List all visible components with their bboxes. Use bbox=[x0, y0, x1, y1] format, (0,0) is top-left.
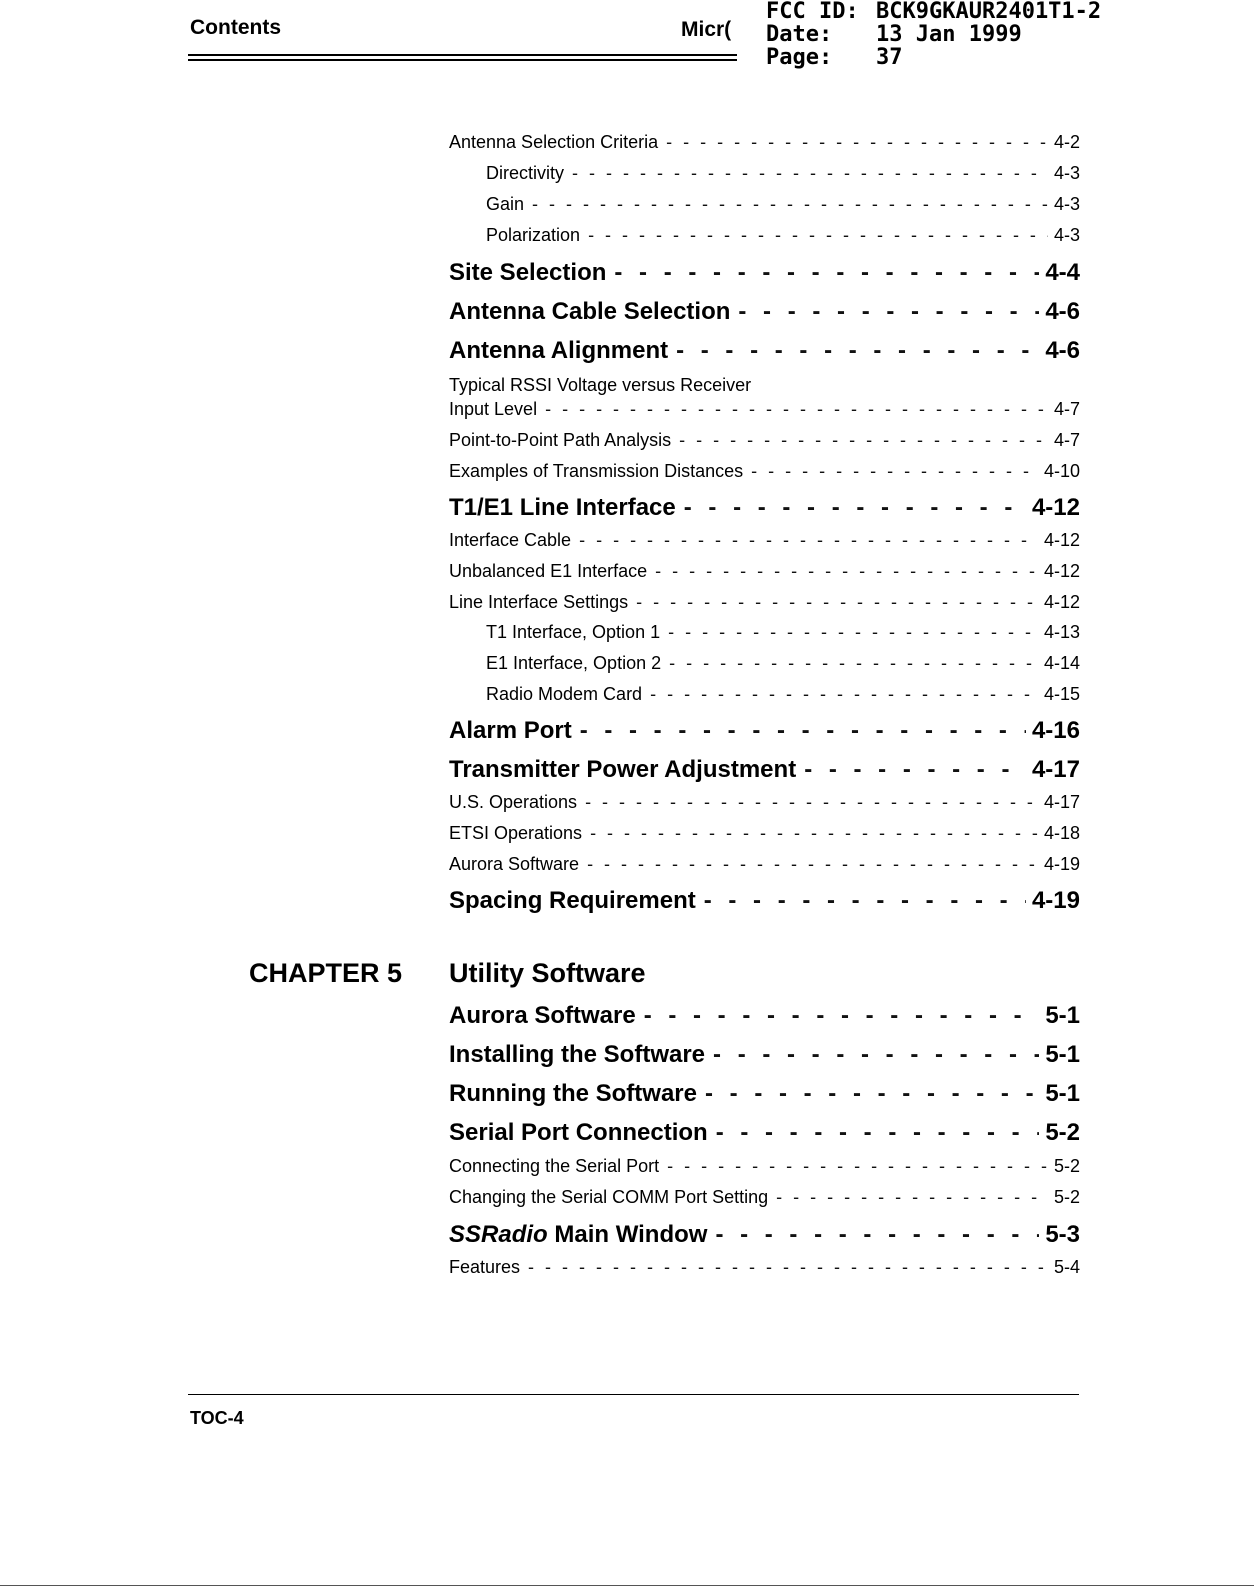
running-header-section: Contents bbox=[190, 16, 281, 39]
toc-entry[interactable]: Serial Port Connection - - - 5-2 bbox=[449, 1119, 1080, 1147]
fcc-stamp-row bbox=[766, 0, 1101, 24]
toc-entry-wrapped-first-line: Typical RSSI Voltage versus Receiver bbox=[449, 375, 752, 395]
fcc-page-label: Page: bbox=[766, 45, 833, 70]
footer-page-label: TOC-4 bbox=[190, 1408, 244, 1428]
toc-entry[interactable]: Antenna Selection Criteria - - - 4-2 bbox=[449, 132, 1080, 153]
toc-entry[interactable]: Connecting the Serial Port - - - 5-2 bbox=[449, 1156, 1080, 1177]
toc-entry[interactable]: Aurora Software - - - 5-1 bbox=[449, 1002, 1080, 1030]
toc-entry[interactable]: Running the Software - - - 5-1 bbox=[449, 1080, 1080, 1108]
toc-entry[interactable]: Line Interface Settings - - - 4-12 bbox=[449, 592, 1080, 613]
toc-entry[interactable]: SSRadio Main Window - - - 5-3 bbox=[449, 1221, 1080, 1249]
toc-entry[interactable]: T1 Interface, Option 1 - - - 4-13 bbox=[449, 622, 1080, 643]
toc-entry[interactable]: Input Level - - - 4-7 bbox=[449, 399, 1080, 420]
toc-title-rest: Main Window bbox=[547, 1221, 708, 1248]
fcc-page-value: 37 bbox=[876, 45, 903, 70]
fcc-date-value: 13 Jan 1999 bbox=[876, 22, 1022, 47]
toc-entry[interactable]: U.S. Operations - - - 4-17 bbox=[449, 792, 1080, 813]
fcc-date-row bbox=[766, 23, 1022, 47]
running-header-product: Micr( bbox=[681, 18, 732, 41]
toc-entry[interactable]: Radio Modem Card - - - 4-15 bbox=[449, 684, 1080, 705]
toc-entry[interactable]: ETSI Operations - - - 4-18 bbox=[449, 823, 1080, 844]
toc-entry[interactable]: Gain - - - 4-3 bbox=[449, 194, 1080, 215]
toc-entry[interactable]: Interface Cable - - - 4-12 bbox=[449, 530, 1080, 551]
toc-entry[interactable]: Examples of Transmission Distances - - - 4-10 bbox=[449, 461, 1080, 482]
toc-entry[interactable]: E1 Interface, Option 2 - - - 4-14 bbox=[449, 653, 1080, 674]
toc-entry[interactable]: Point-to-Point Path Analysis - - - 4-7 bbox=[449, 430, 1080, 451]
footer-rule bbox=[188, 1394, 1079, 1395]
toc-entry[interactable]: Alarm Port - - - 4-16 bbox=[449, 717, 1080, 745]
chapter-title: Utility Software bbox=[449, 958, 646, 988]
toc-entry[interactable]: Aurora Software - - - 4-19 bbox=[449, 854, 1080, 875]
fcc-id-label: FCC ID: bbox=[766, 0, 859, 24]
chapter-label: CHAPTER 5 bbox=[249, 958, 403, 988]
header-rule-top bbox=[188, 54, 737, 56]
toc-entry[interactable]: Antenna Cable Selection - - - 4-6 bbox=[449, 298, 1080, 326]
toc-entry[interactable]: Spacing Requirement - - - 4-19 bbox=[449, 887, 1080, 915]
toc-entry[interactable]: Antenna Alignment - - - 4-6 bbox=[449, 337, 1080, 365]
toc-entry[interactable]: T1/E1 Line Interface - - - 4-12 bbox=[449, 494, 1080, 522]
toc-entry[interactable]: Site Selection - - - 4-4 bbox=[449, 259, 1080, 287]
fcc-id-value: BCK9GKAUR2401T1-2 bbox=[876, 0, 1102, 24]
scan-bottom-edge bbox=[0, 1585, 1254, 1586]
toc-entry[interactable]: Installing the Software - - - 5-1 bbox=[449, 1041, 1080, 1069]
toc-entry[interactable]: Transmitter Power Adjustment - - - 4-17 bbox=[449, 756, 1080, 784]
toc-entry[interactable]: Features - - - 5-4 bbox=[449, 1257, 1080, 1278]
toc-entry[interactable]: Polarization - - - 4-3 bbox=[449, 225, 1080, 246]
header-rule-bottom bbox=[188, 59, 737, 61]
fcc-date-label: Date: bbox=[766, 22, 833, 47]
toc-title-italic-part: SSRadio bbox=[449, 1221, 548, 1248]
fcc-page-row bbox=[766, 46, 903, 70]
toc-entry[interactable]: Directivity - - - 4-3 bbox=[449, 163, 1080, 184]
toc-entry[interactable]: Changing the Serial COMM Port Setting - - - 5-2 bbox=[449, 1187, 1080, 1208]
toc-entry[interactable]: Unbalanced E1 Interface - - - 4-12 bbox=[449, 561, 1080, 582]
